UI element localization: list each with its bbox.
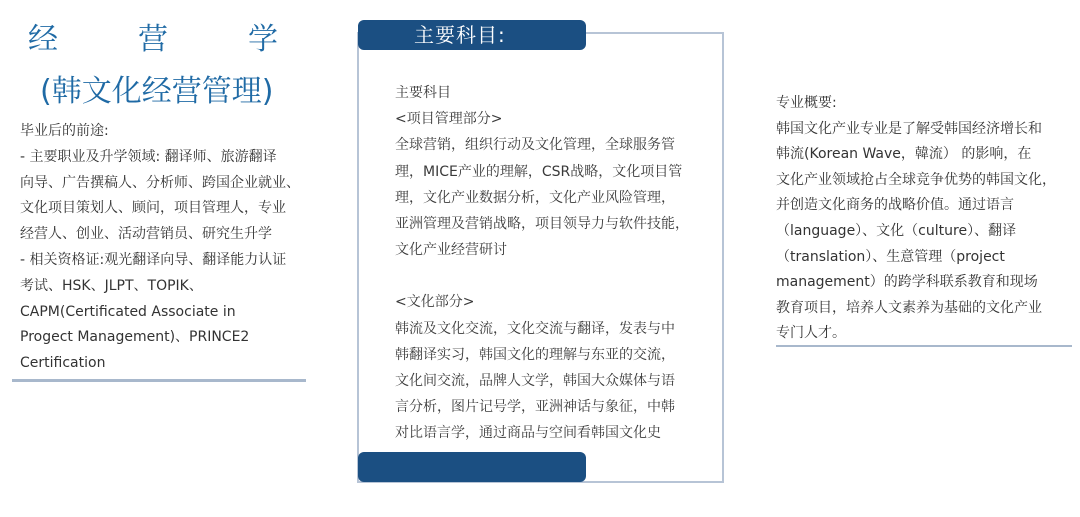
major-title-char-2: 营 bbox=[138, 22, 168, 57]
career-line: - 相关资格证:观光翻译向导、翻译能力认证 bbox=[20, 251, 287, 268]
course-line: 亚洲管理及营销战略，项目领导力与软件技能， bbox=[395, 216, 689, 233]
overview-line: 并创造文化商务的战略价值。通过语言 bbox=[776, 197, 1014, 214]
course-line: 对比语言学，通过商品与空间看韩国文化史 bbox=[395, 425, 661, 442]
course-line: 主要科目 bbox=[395, 85, 451, 101]
career-line: 毕业后的前途: bbox=[20, 123, 109, 139]
section-gap bbox=[395, 263, 705, 289]
career-line: 经营人、创业、活动营销员、研究生升学 bbox=[20, 226, 272, 243]
course-line: 文化产业经营研讨 bbox=[395, 242, 507, 259]
career-line: 文化项目策划人、顾问，项目管理人，专业 bbox=[20, 200, 286, 217]
left-divider bbox=[12, 379, 306, 382]
overview-section bbox=[776, 91, 1066, 347]
overview-line: 文化产业领域抢占全球竞争优势的韩国文化， bbox=[776, 171, 1056, 188]
major-title bbox=[28, 18, 278, 62]
courses-header: 主要科目: bbox=[358, 20, 586, 50]
major-title-char-1: 经 bbox=[28, 22, 58, 57]
career-line: Certification bbox=[20, 355, 106, 372]
courses-section bbox=[395, 80, 705, 447]
course-line: 言分析，图片记号学，亚洲神话与象征，中韩 bbox=[395, 399, 675, 416]
course-line: 理，MICE产业的理解，CSR战略，文化项目管 bbox=[395, 163, 683, 180]
career-section bbox=[20, 119, 310, 377]
overview-line: （translation）、生意管理（project bbox=[776, 248, 1005, 265]
overview-line: （language）、文化（culture）、翻译 bbox=[776, 222, 1017, 239]
overview-line: management）的跨学科联系教育和现场 bbox=[776, 274, 1038, 291]
career-line: 考试、HSK、JLPT、TOPIK、 bbox=[20, 277, 203, 294]
course-line: 文化间交流，品牌人文学，韩国大众媒体与语 bbox=[395, 373, 675, 390]
overview-line: 教育项目，培养人文素养为基础的文化产业 bbox=[776, 299, 1042, 316]
career-line: CAPM(Certificated Associate in bbox=[20, 303, 236, 320]
right-divider bbox=[776, 345, 1072, 347]
career-line: - 主要职业及升学领域: 翻译师、旅游翻译 bbox=[20, 148, 277, 165]
overview-line: 专门人才。 bbox=[776, 325, 846, 342]
overview-line: 韩国文化产业专业是了解受韩国经济增长和 bbox=[776, 120, 1042, 137]
course-line: <文化部分> bbox=[395, 294, 475, 311]
course-line: 韩翻译实习，韩国文化的理解与东亚的交流， bbox=[395, 346, 675, 363]
major-subtitle: (韩文化经营管理) bbox=[40, 74, 274, 109]
overview-line: 韩流(Korean Wave，韓流） 的影响，在 bbox=[776, 146, 1032, 163]
course-line: 理，文化产业数据分析，文化产业风险管理， bbox=[395, 189, 675, 206]
career-line: Progect Management)、PRINCE2 bbox=[20, 329, 250, 346]
course-line: 韩流及文化交流，文化交流与翻译，发表与中 bbox=[395, 320, 675, 337]
course-line: 全球营销，组织行动及文化管理，全球服务管 bbox=[395, 137, 675, 154]
courses-footer-bar bbox=[358, 452, 586, 482]
overview-line: 专业概要: bbox=[776, 95, 837, 111]
major-title-char-3: 学 bbox=[248, 22, 278, 57]
career-line: 向导、广告撰稿人、分析师、跨国企业就业、 bbox=[20, 174, 300, 191]
course-line: <项目管理部分> bbox=[395, 111, 503, 128]
